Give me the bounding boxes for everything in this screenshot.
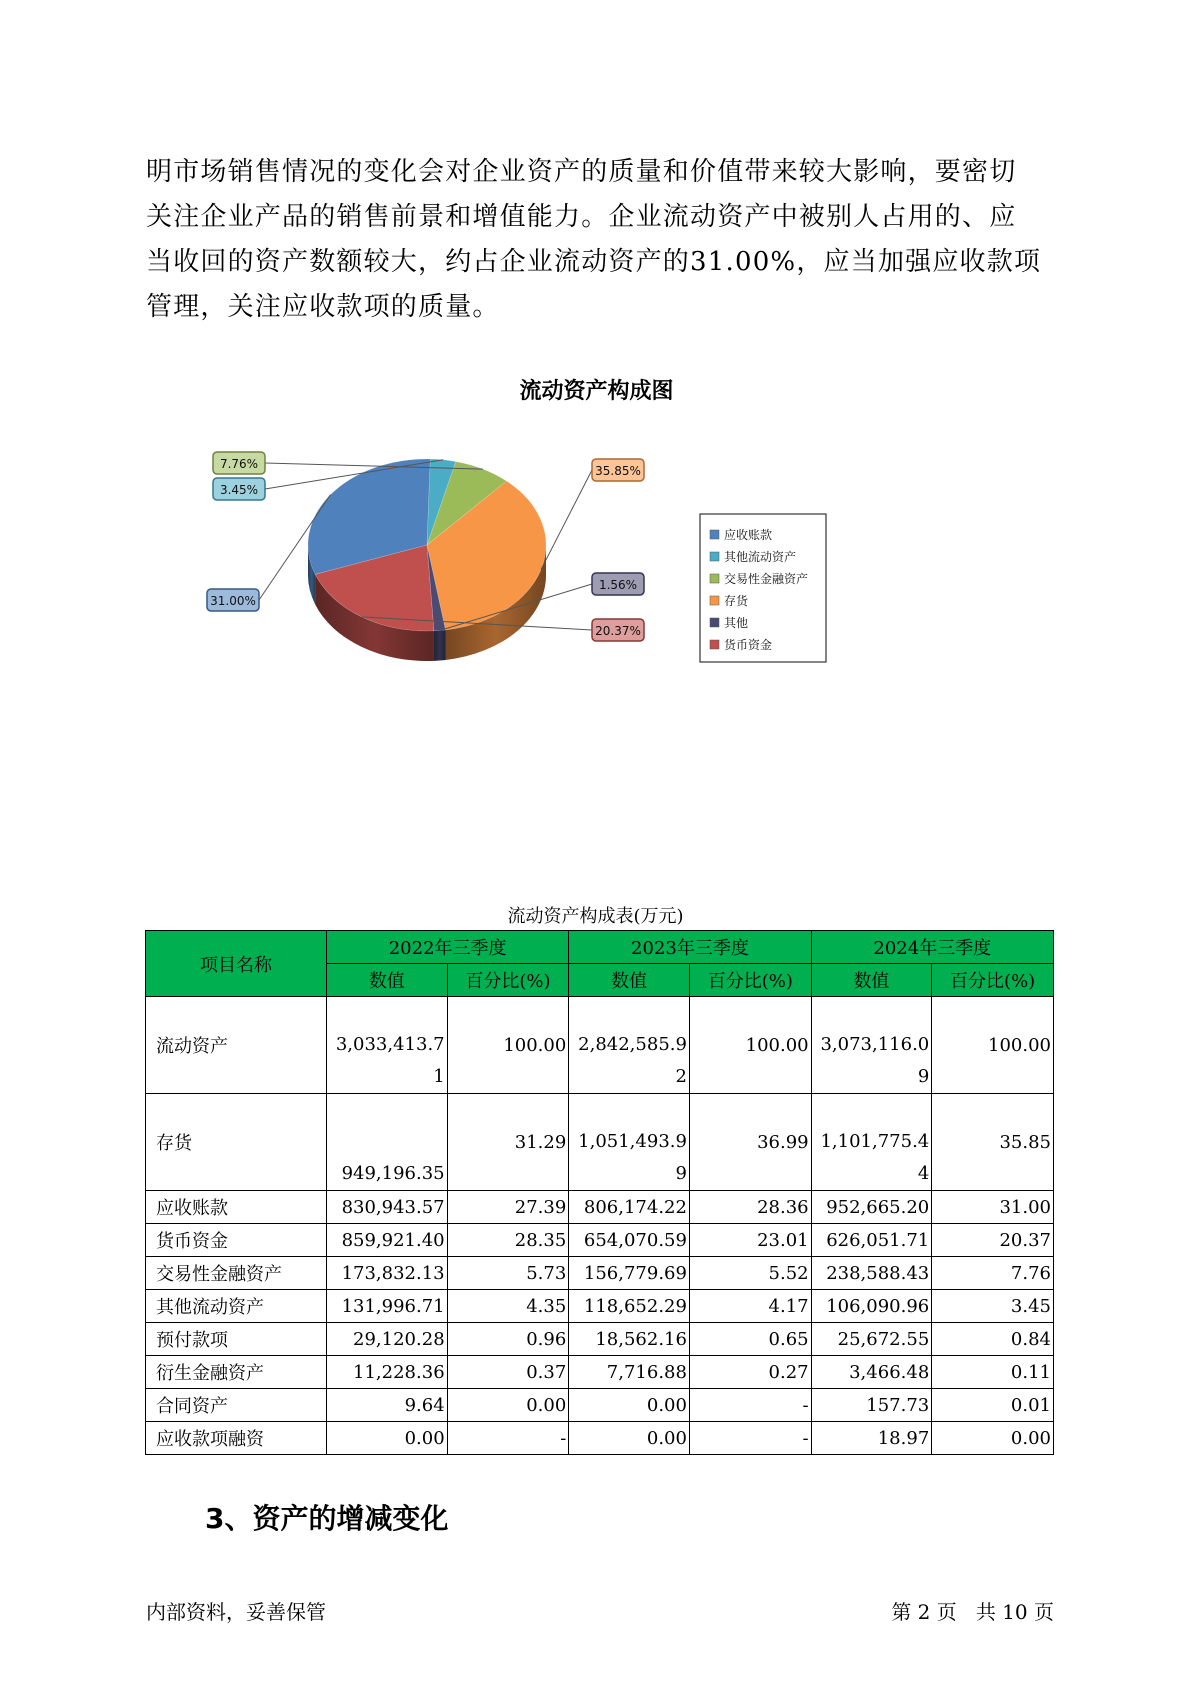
row-value-cell: 654,070.59 bbox=[569, 1224, 690, 1257]
legend-swatch bbox=[710, 618, 719, 627]
data-label bbox=[213, 452, 265, 474]
legend-swatch bbox=[710, 530, 719, 539]
row-name: 衍生金融资产 bbox=[146, 1356, 327, 1389]
row-value-cell: 238,588.43 bbox=[811, 1257, 932, 1290]
data-label-text: 3.45% bbox=[219, 483, 259, 497]
row-pct-cell: 20.37 bbox=[932, 1224, 1054, 1257]
row-pct-cell: 4.35 bbox=[447, 1290, 569, 1323]
paragraph-line: 管理，关注应收款项的质量。 bbox=[146, 292, 500, 322]
row-pct-cell: 31.29 bbox=[447, 1094, 569, 1191]
row-value-cell: 25,672.55 bbox=[811, 1323, 932, 1356]
row-value-text: 1,101,775.44 bbox=[820, 1131, 930, 1184]
row-value-cell bbox=[811, 1094, 932, 1191]
table-row bbox=[146, 1290, 1054, 1323]
header-period: 2023年三季度 bbox=[569, 931, 811, 964]
legend-label: 交易性金融资产 bbox=[724, 572, 809, 586]
legend-label: 其他流动资产 bbox=[724, 550, 797, 564]
header-pct: 百分比(%) bbox=[932, 964, 1054, 997]
table-row bbox=[146, 1323, 1054, 1356]
footer-page-number: 第 2 页 共 10 页 bbox=[891, 1600, 1054, 1624]
row-value-cell: 859,921.40 bbox=[326, 1224, 447, 1257]
row-value-cell: 0.00 bbox=[326, 1422, 447, 1455]
data-label-text: 1.56% bbox=[598, 578, 638, 592]
data-label bbox=[213, 478, 265, 500]
row-pct-cell: 0.00 bbox=[447, 1389, 569, 1422]
row-pct-cell: 3.45 bbox=[932, 1290, 1054, 1323]
table-row bbox=[146, 1094, 1054, 1191]
row-value-text: 1,051,493.99 bbox=[578, 1131, 687, 1184]
current-assets-table bbox=[145, 930, 1054, 1455]
row-value-cell: 9.64 bbox=[326, 1389, 447, 1422]
row-value-cell: 18,562.16 bbox=[569, 1323, 690, 1356]
row-pct-cell: 0.65 bbox=[689, 1323, 811, 1356]
legend-swatch bbox=[710, 640, 719, 649]
data-label bbox=[207, 589, 259, 611]
row-name: 应收账款 bbox=[146, 1191, 327, 1224]
row-value-cell: 18.97 bbox=[811, 1422, 932, 1455]
row-pct-cell: 5.52 bbox=[689, 1257, 811, 1290]
row-value-text: 2,842,585.92 bbox=[578, 1034, 687, 1087]
data-label-text: 31.00% bbox=[210, 594, 256, 608]
paragraph-line: 关注企业产品的销售前景和增值能力。企业流动资产中被别人占用的、应 bbox=[146, 202, 1017, 232]
row-name: 预付款项 bbox=[146, 1323, 327, 1356]
row-name: 其他流动资产 bbox=[146, 1290, 327, 1323]
header-pct: 百分比(%) bbox=[689, 964, 811, 997]
row-name: 存货 bbox=[146, 1094, 327, 1191]
legend-swatch bbox=[710, 574, 719, 583]
table-row bbox=[146, 997, 1054, 1094]
row-value-cell: 806,174.22 bbox=[569, 1191, 690, 1224]
row-pct-cell: - bbox=[689, 1422, 811, 1455]
chart-legend bbox=[700, 514, 826, 662]
row-value-cell: 3,466.48 bbox=[811, 1356, 932, 1389]
row-value-cell: 118,652.29 bbox=[569, 1290, 690, 1323]
row-name: 交易性金融资产 bbox=[146, 1257, 327, 1290]
row-pct-cell: 100.00 bbox=[932, 997, 1054, 1094]
row-pct-cell: 4.17 bbox=[689, 1290, 811, 1323]
row-pct-cell: - bbox=[689, 1389, 811, 1422]
row-name: 应收款项融资 bbox=[146, 1422, 327, 1455]
row-pct-cell: 0.37 bbox=[447, 1356, 569, 1389]
row-value-cell: 0.00 bbox=[569, 1389, 690, 1422]
legend-label: 其他 bbox=[724, 616, 749, 630]
header-value: 数值 bbox=[326, 964, 447, 997]
header-item-name: 项目名称 bbox=[146, 931, 327, 997]
header-period: 2022年三季度 bbox=[326, 931, 568, 964]
row-pct-cell: 0.84 bbox=[932, 1323, 1054, 1356]
row-value-cell: 29,120.28 bbox=[326, 1323, 447, 1356]
legend-item bbox=[710, 571, 808, 586]
row-value-cell: 7,716.88 bbox=[569, 1356, 690, 1389]
row-pct-cell: 7.76 bbox=[932, 1257, 1054, 1290]
table-caption: 流动资产构成表(万元) bbox=[507, 906, 684, 927]
chart-title-text: 流动资产构成图 bbox=[519, 379, 674, 404]
row-value-cell: 106,090.96 bbox=[811, 1290, 932, 1323]
row-value-cell bbox=[569, 1094, 690, 1191]
row-pct-cell: 27.39 bbox=[447, 1191, 569, 1224]
header-value: 数值 bbox=[811, 964, 932, 997]
header-pct: 百分比(%) bbox=[447, 964, 569, 997]
table-row bbox=[146, 1389, 1054, 1422]
row-pct-cell: 100.00 bbox=[447, 997, 569, 1094]
row-value-cell: 0.00 bbox=[569, 1422, 690, 1455]
pie-tops bbox=[308, 459, 546, 631]
row-value-cell: 830,943.57 bbox=[326, 1191, 447, 1224]
row-value-cell: 156,779.69 bbox=[569, 1257, 690, 1290]
header-period: 2024年三季度 bbox=[811, 931, 1053, 964]
header-value: 数值 bbox=[569, 964, 690, 997]
leader-line bbox=[541, 470, 592, 569]
data-label bbox=[592, 459, 644, 481]
table-row bbox=[146, 1257, 1054, 1290]
row-pct-cell: 100.00 bbox=[689, 997, 811, 1094]
table-row bbox=[146, 1356, 1054, 1389]
row-value-cell: 173,832.13 bbox=[326, 1257, 447, 1290]
row-name: 合同资产 bbox=[146, 1389, 327, 1422]
row-pct-cell: 0.96 bbox=[447, 1323, 569, 1356]
row-value-cell: 131,996.71 bbox=[326, 1290, 447, 1323]
row-value-cell: 157.73 bbox=[811, 1389, 932, 1422]
row-pct-cell: 23.01 bbox=[689, 1224, 811, 1257]
row-pct-cell: 0.01 bbox=[932, 1389, 1054, 1422]
table-row bbox=[146, 1191, 1054, 1224]
row-pct-cell: 36.99 bbox=[689, 1094, 811, 1191]
table-row bbox=[146, 1422, 1054, 1455]
row-pct-cell: 0.27 bbox=[689, 1356, 811, 1389]
legend-label: 应收账款 bbox=[724, 528, 773, 542]
data-label bbox=[592, 619, 644, 641]
row-pct-cell: 28.36 bbox=[689, 1191, 811, 1224]
section-heading: 3、资产的增减变化 bbox=[205, 1502, 449, 1535]
footer-confidential: 内部资料，妥善保管 bbox=[146, 1600, 326, 1624]
row-pct-cell: - bbox=[447, 1422, 569, 1455]
row-pct-cell: 28.35 bbox=[447, 1224, 569, 1257]
paragraph-line: 明市场销售情况的变化会对企业资产的质量和价值带来较大影响，要密切 bbox=[146, 157, 1017, 187]
row-pct-cell: 0.00 bbox=[932, 1422, 1054, 1455]
row-value-cell: 952,665.20 bbox=[811, 1191, 932, 1224]
row-pct-cell: 35.85 bbox=[932, 1094, 1054, 1191]
row-value-text: 3,033,413.71 bbox=[335, 1034, 445, 1087]
legend-label: 存货 bbox=[724, 594, 749, 608]
data-label-text: 7.76% bbox=[219, 457, 259, 471]
data-label-text: 20.37% bbox=[595, 624, 641, 638]
legend-swatch bbox=[710, 552, 719, 561]
row-pct-cell: 0.11 bbox=[932, 1356, 1054, 1389]
row-value-cell bbox=[569, 997, 690, 1094]
data-label-text: 35.85% bbox=[595, 464, 641, 478]
row-value-cell: 626,051.71 bbox=[811, 1224, 932, 1257]
pie-slice-side-shade bbox=[434, 630, 446, 661]
row-value-cell bbox=[811, 997, 932, 1094]
row-name: 流动资产 bbox=[146, 997, 327, 1094]
row-value-cell bbox=[326, 1094, 447, 1191]
table-row bbox=[146, 1224, 1054, 1257]
data-label bbox=[592, 573, 644, 595]
legend-label: 货币资金 bbox=[724, 638, 773, 652]
row-pct-cell: 5.73 bbox=[447, 1257, 569, 1290]
legend-swatch bbox=[710, 596, 719, 605]
row-value-cell: 11,228.36 bbox=[326, 1356, 447, 1389]
row-pct-cell: 31.00 bbox=[932, 1191, 1054, 1224]
row-value-text: 949,196.35 bbox=[341, 1163, 445, 1184]
row-value-cell bbox=[326, 997, 447, 1094]
row-value-text: 3,073,116.09 bbox=[820, 1034, 930, 1087]
pie-chart bbox=[0, 0, 1191, 720]
row-name: 货币资金 bbox=[146, 1224, 327, 1257]
paragraph-line: 当收回的资产数额较大，约占企业流动资产的31.00%，应当加强应收款项 bbox=[146, 247, 1042, 277]
